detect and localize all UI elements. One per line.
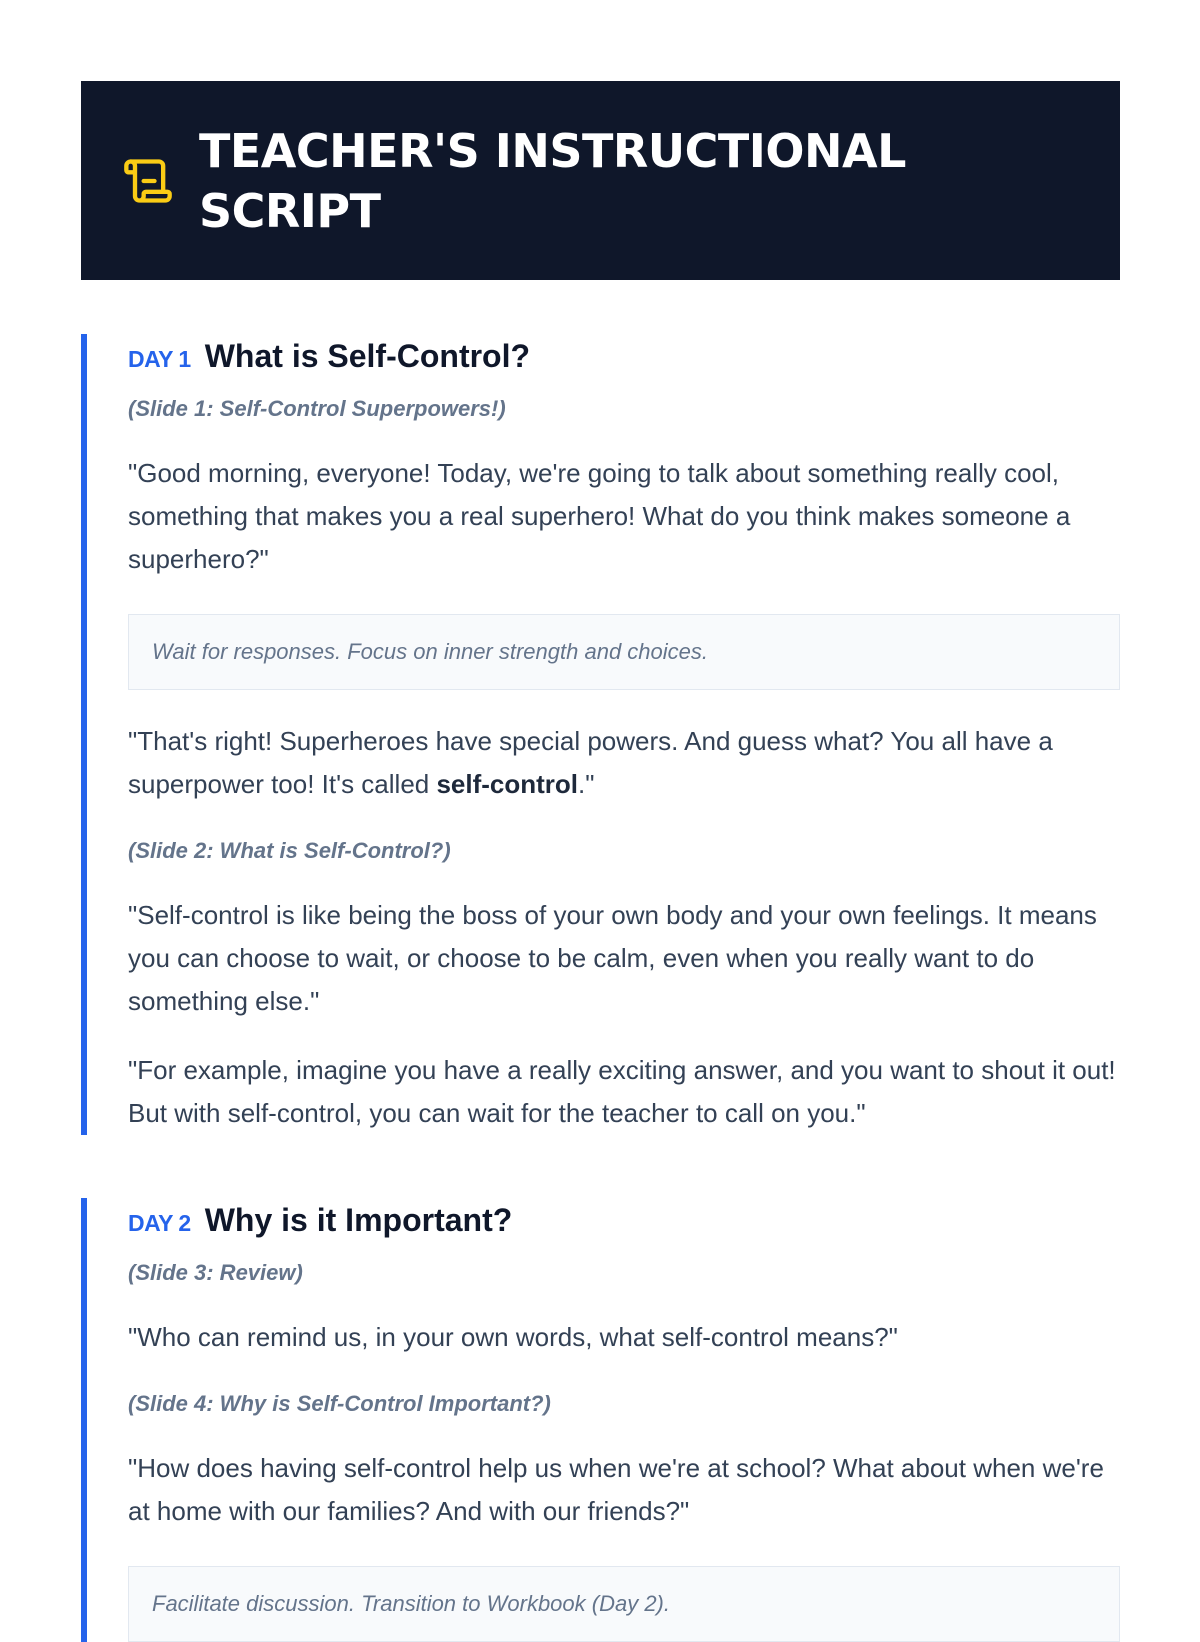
day-heading [128, 1198, 1120, 1246]
script-paragraph: "Who can remind us, in your own words, what self-control means?" [128, 1322, 898, 1352]
day-section-2 [81, 1198, 1120, 1642]
header-banner [81, 81, 1120, 280]
slide-reference: (Slide 1: Self-Control Superpowers!) [128, 396, 506, 421]
key-term: self-control [436, 769, 579, 799]
script-paragraph: "For example, imagine you have a really exciting answer, and you want to shout it out! But with self-control, you can wait for the teacher to call on you." [128, 1055, 1116, 1128]
day-section-1 [81, 334, 1120, 1135]
day-heading [128, 334, 1120, 382]
scroll-icon [122, 155, 174, 207]
script-paragraph: "Self-control is like being the boss of your own body and your own feelings. It means you can choose to wait, or choose to be calm, even when you really want to do something else." [128, 900, 1097, 1016]
day-label: DAY 2 [128, 1210, 191, 1236]
slide-reference: (Slide 4: Why is Self-Control Important?) [128, 1391, 551, 1416]
teacher-note [128, 1566, 1120, 1642]
script-paragraph [128, 720, 1120, 806]
teacher-note-text: Facilitate discussion. Transition to Workbook (Day 2). [152, 1591, 670, 1616]
teacher-note [128, 614, 1120, 690]
slide-reference: (Slide 2: What is Self-Control?) [128, 838, 451, 863]
day-label: DAY 1 [128, 346, 191, 372]
day-title: What is Self-Control? [204, 338, 531, 374]
slide-reference: (Slide 3: Review) [128, 1260, 303, 1285]
day-title: Why is it Important? [204, 1202, 513, 1238]
script-text: "That's right! Superheroes have special powers. And guess what? You all have a superpower too! It's called [128, 726, 1053, 799]
script-paragraph: "How does having self-control help us when we're at school? What about when we're at home with our families? And with our friends?" [128, 1453, 1104, 1526]
page-title: TEACHER'S INSTRUCTIONAL SCRIPT [199, 123, 906, 238]
script-paragraph: "Good morning, everyone! Today, we're going to talk about something really cool, something that makes you a real superhero! What do you think makes someone a superhero?" [128, 458, 1071, 574]
teacher-note-text: Wait for responses. Focus on inner strength and choices. [152, 639, 708, 664]
script-text: ." [578, 769, 595, 799]
script-page [81, 81, 1120, 1642]
